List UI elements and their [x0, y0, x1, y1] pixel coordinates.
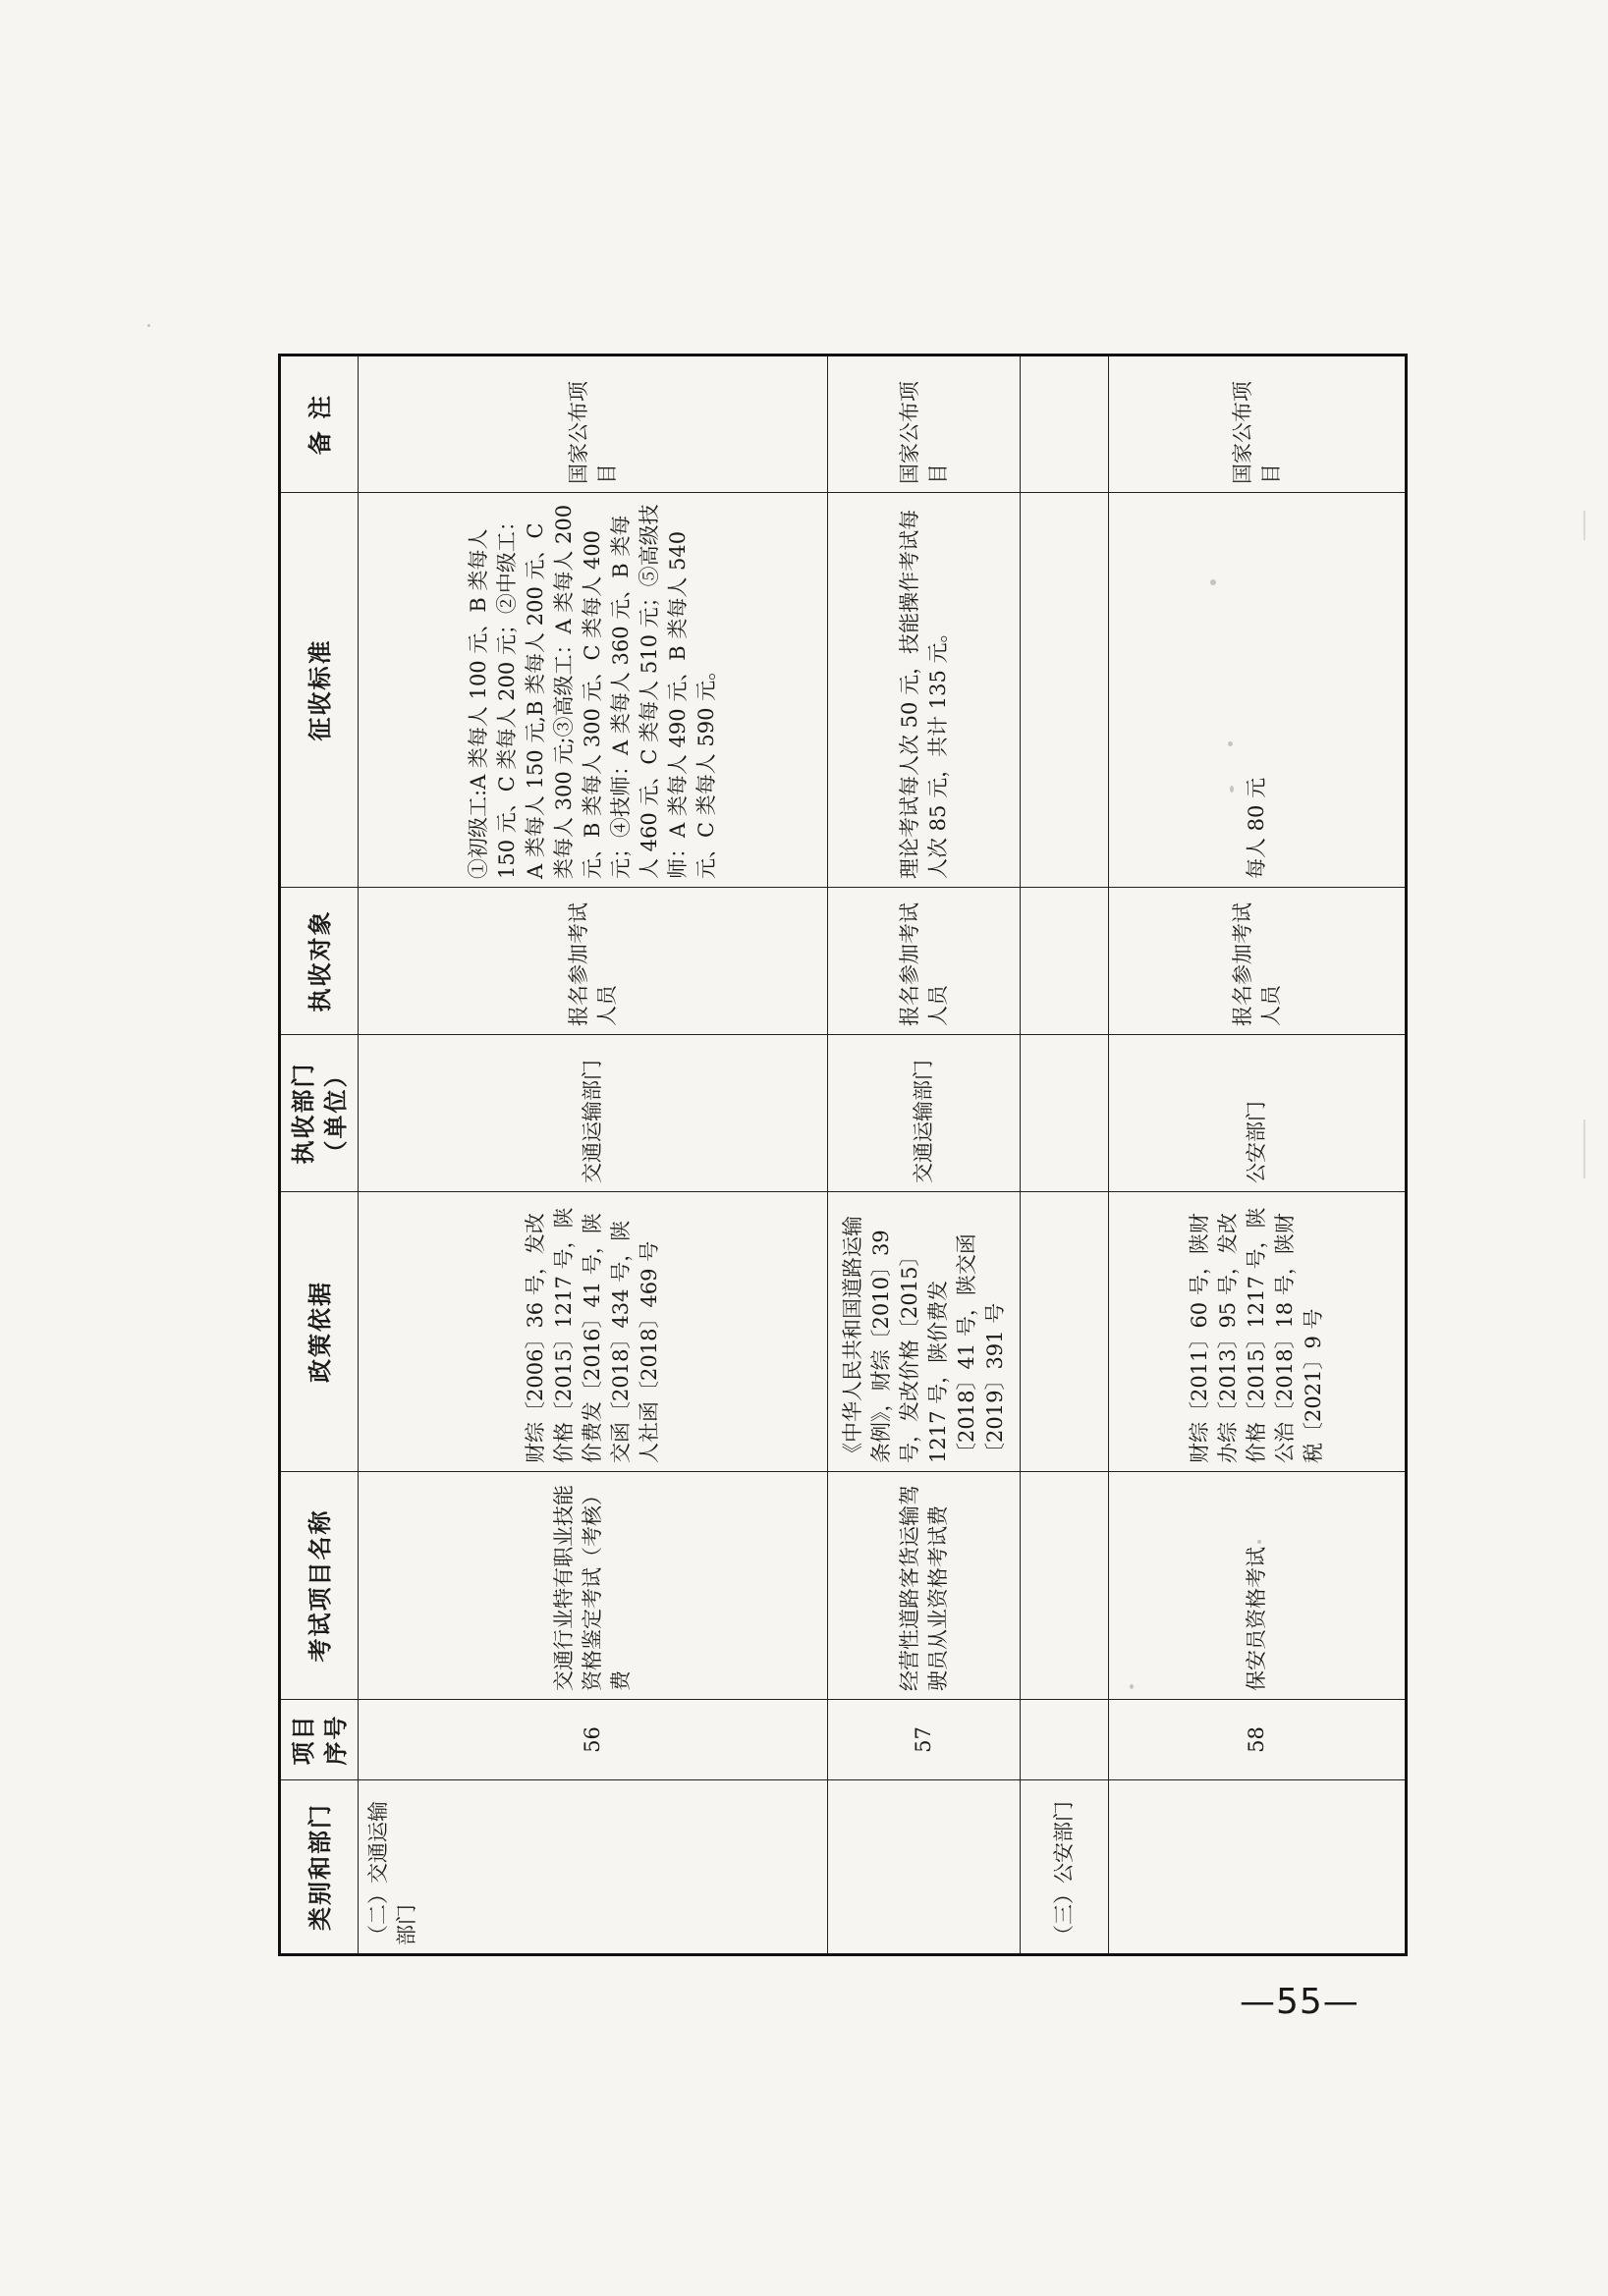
- category-police: （三）公安部门: [1021, 1780, 1109, 1955]
- name-cell: 经营性道路客货运输驾驶员从业资格考试费: [828, 1472, 1021, 1700]
- table-row: [1021, 355, 1109, 1955]
- object-cell: 报名参加考试人员: [1109, 888, 1407, 1035]
- category-empty: [1109, 1780, 1407, 1955]
- standard-cell: ①初级工:A 类每人 100 元、B 类每人 150 元、C 类每人 200 元；②中级工：A 类每人 150 元,B 类每人 200 元、C 类每人 300 元;③高级工：A 类每人 200 元、B 类每人 300 元、C 类每人 400 元；④技师：A 类每人 360 元、B 类每人 460 元、C 类每人 510 元；⑤高级技师：A 类每人 490 元、B 类每人 540 元、C 类每人 590 元。: [359, 493, 828, 888]
- empty-cell: [1021, 1472, 1109, 1700]
- name-cell: 保安员资格考试: [1109, 1472, 1407, 1700]
- table-row: [1109, 355, 1407, 1955]
- header-seq: 项目序号: [280, 1700, 359, 1780]
- object-cell: 报名参加考试人员: [359, 888, 828, 1035]
- empty-cell: [1021, 888, 1109, 1035]
- header-name: 考试项目名称: [280, 1472, 359, 1700]
- table-row: [828, 355, 1021, 1955]
- table-row: [359, 355, 828, 1955]
- seq-cell: 57: [828, 1700, 1021, 1780]
- department-cell: 交通运输部门: [828, 1035, 1021, 1192]
- policy-cell: 《中华人民共和国道路运输条例》，财综〔2010〕39 号，发改价格〔2015〕1217 号，陕价费发〔2018〕41 号，陕交函〔2019〕391 号: [828, 1192, 1021, 1472]
- category-empty: [828, 1780, 1021, 1955]
- seq-cell: 58: [1109, 1700, 1407, 1780]
- header-policy: 政策依据: [280, 1192, 359, 1472]
- object-cell: 报名参加考试人员: [828, 888, 1021, 1035]
- header-object: 执收对象: [280, 888, 359, 1035]
- empty-cell: [1021, 1700, 1109, 1780]
- header-standard: 征收标准: [280, 493, 359, 888]
- policy-cell: 财综〔2011〕60 号，陕财办综〔2013〕95 号，发改价格〔2015〕1217 号，陕公治〔2018〕18 号，陕财税〔2021〕9 号: [1109, 1192, 1407, 1472]
- name-cell: 交通行业特有职业技能资格鉴定考试（考核）费: [359, 1472, 828, 1700]
- department-cell: 交通运输部门: [359, 1035, 828, 1192]
- header-row: [280, 355, 359, 1955]
- remark-cell: 国家公布项目: [1109, 355, 1407, 493]
- fee-table: [278, 354, 1408, 1956]
- remark-cell: 国家公布项目: [828, 355, 1021, 493]
- header-remark: 备 注: [280, 355, 359, 493]
- standard-cell: 每人 80 元: [1109, 493, 1407, 888]
- page-number: —55—: [1240, 1982, 1359, 2022]
- empty-cell: [1021, 1035, 1109, 1192]
- seq-cell: 56: [359, 1700, 828, 1780]
- header-category: 类别和部门: [280, 1780, 359, 1955]
- empty-cell: [1021, 355, 1109, 493]
- remark-cell: 国家公布项目: [359, 355, 828, 493]
- category-transport: （二）交通运输部门: [359, 1780, 828, 1955]
- empty-cell: [1021, 493, 1109, 888]
- department-cell: 公安部门: [1109, 1035, 1407, 1192]
- rotated-page: [278, 356, 1395, 1956]
- fee-table-container: [278, 356, 1395, 1956]
- empty-cell: [1021, 1192, 1109, 1472]
- policy-cell: 财综〔2006〕36 号，发改价格〔2015〕1217 号，陕价费发〔2016〕41 号，陕交函〔2018〕434 号，陕人社函〔2018〕469 号: [359, 1192, 828, 1472]
- header-department: 执收部门（单位）: [280, 1035, 359, 1192]
- standard-cell: 理论考试每人次 50 元，技能操作考试每人次 85 元，共计 135 元。: [828, 493, 1021, 888]
